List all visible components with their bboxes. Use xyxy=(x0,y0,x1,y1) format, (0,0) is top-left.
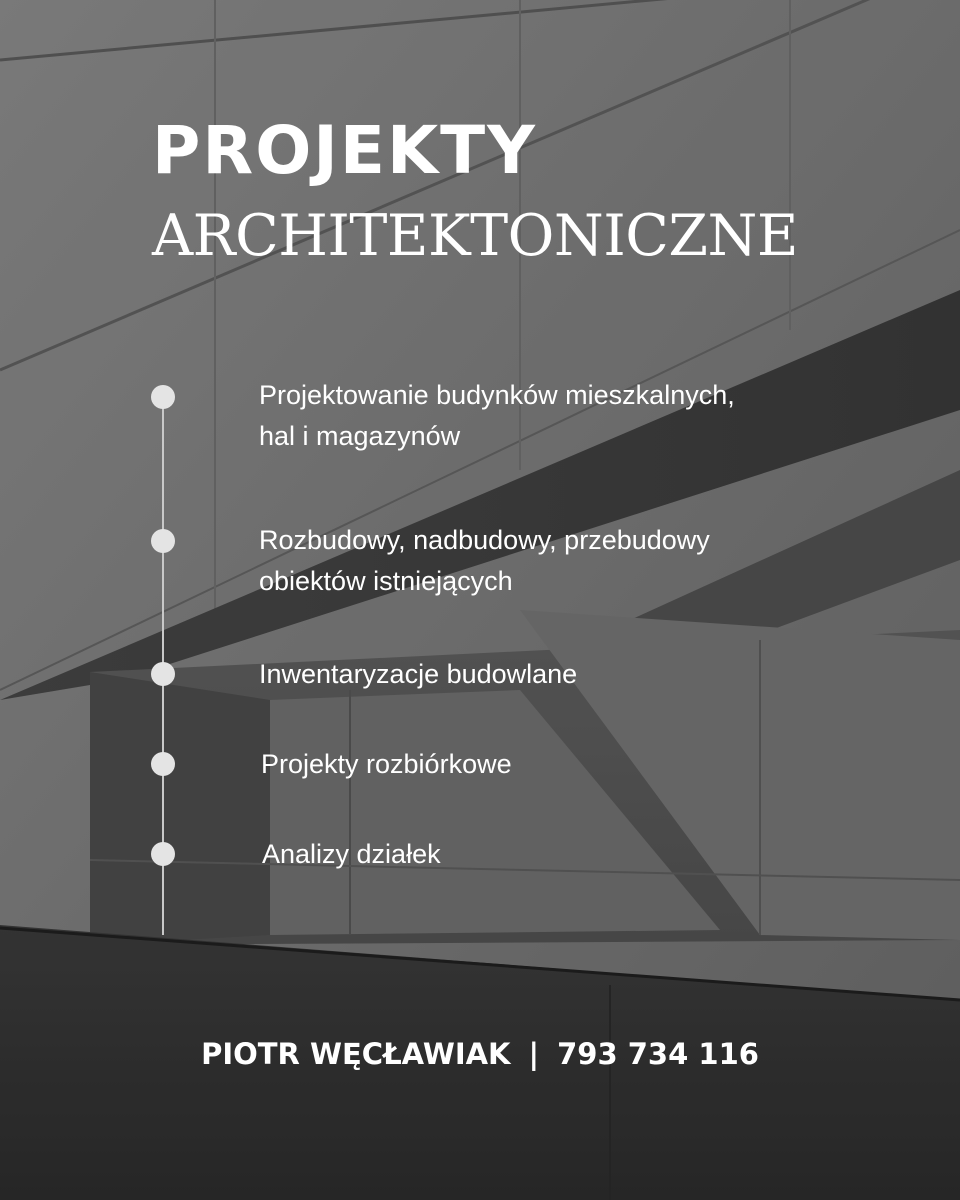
bullet-dot-icon xyxy=(151,842,175,866)
service-item-residential xyxy=(259,375,859,457)
service-item-line: hal i magazynów xyxy=(259,421,461,451)
service-item-inventory xyxy=(259,654,859,695)
service-item-line: Inwentaryzacje budowlane xyxy=(259,659,578,689)
service-item-line: obiektów istniejących xyxy=(259,566,513,596)
contact-name: PIOTR WĘCŁAWIAK xyxy=(201,1037,511,1071)
service-item-extensions xyxy=(259,520,859,602)
page-title: PROJEKTY xyxy=(152,112,537,189)
bullet-dot-icon xyxy=(151,662,175,686)
service-item-line: Projektowanie budynków mieszkalnych, xyxy=(259,380,735,410)
service-item-plot-analysis xyxy=(262,834,862,875)
bullet-dot-icon xyxy=(151,385,175,409)
contact-phone: 793 734 116 xyxy=(557,1037,759,1071)
service-item-line: Rozbudowy, nadbudowy, przebudowy xyxy=(259,525,710,555)
service-item-demolition xyxy=(261,744,861,785)
service-item-line: Projekty rozbiórkowe xyxy=(261,749,512,779)
contact-footer xyxy=(0,1032,960,1076)
page-subtitle: ARCHITEKTONICZNE xyxy=(152,203,798,269)
bullet-dot-icon xyxy=(151,529,175,553)
footer-separator: | xyxy=(528,1037,540,1071)
bullet-dot-icon xyxy=(151,752,175,776)
service-item-line: Analizy działek xyxy=(262,839,441,869)
